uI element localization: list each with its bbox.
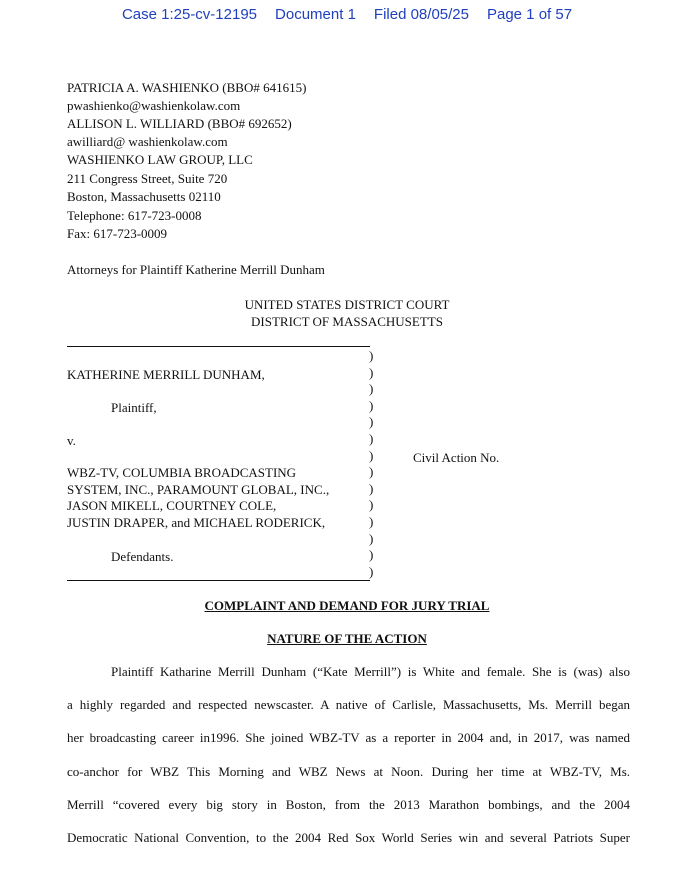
- caption-paren: ): [369, 563, 374, 579]
- body-line: Democratic National Convention, to the 2004 Red Sox World Series win and several Patriots Super: [67, 830, 630, 845]
- counsel-line: Telephone: 617-723-0008: [67, 208, 202, 223]
- section-heading: NATURE OF THE ACTION: [267, 631, 427, 646]
- caption-paren: ): [369, 431, 374, 446]
- caption-paren: ): [369, 447, 374, 463]
- attorneys-for: Attorneys for Plaintiff Katherine Merrill Dunham: [67, 262, 325, 277]
- counsel-line: Fax: 617-723-0009: [67, 226, 168, 241]
- caption-paren: ): [369, 530, 374, 546]
- counsel-line: PATRICIA A. WASHIENKO (BBO# 641615): [67, 80, 307, 95]
- counsel-line: Boston, Massachusetts 02110: [67, 189, 221, 204]
- plaintiff-role: Plaintiff,: [111, 400, 157, 415]
- counsel-line: ALLISON L. WILLIARD (BBO# 692652): [67, 116, 292, 131]
- caption-paren: ): [369, 348, 374, 363]
- caption-paren: ): [369, 514, 374, 529]
- document-title: COMPLAINT AND DEMAND FOR JURY TRIAL: [204, 598, 490, 613]
- caption-paren: ): [369, 397, 374, 413]
- court-district: DISTRICT OF MASSACHUSETTS: [251, 314, 443, 329]
- counsel-line: awilliard@ washienkolaw.com: [67, 134, 228, 149]
- defendant-line: JASON MIKELL, COURTNEY COLE,: [67, 498, 277, 513]
- caption-paren: ): [369, 497, 374, 513]
- caption-paren: ): [369, 547, 374, 563]
- defendant-line: SYSTEM, INC., PARAMOUNT GLOBAL, INC.,: [67, 482, 330, 497]
- filed-date: Filed 08/05/25: [373, 6, 469, 23]
- body-line: a highly regarded and respected newscaster. A native of Carlisle, Massachusetts, Ms. Merrill began: [67, 697, 630, 712]
- counsel-line: WASHIENKO LAW GROUP, LLC: [67, 152, 253, 167]
- court-name: UNITED STATES DISTRICT COURT: [244, 297, 450, 312]
- case-number: Case 1:25-cv-12195: [121, 6, 258, 23]
- caption-top-rule: [67, 346, 370, 347]
- defendants-role: Defendants.: [111, 549, 174, 564]
- caption-paren: ): [369, 364, 374, 380]
- civil-action-no: Civil Action No.: [413, 450, 500, 465]
- body-line: Plaintiff Katharine Merrill Dunham (“Kate Merrill”) is White and female. She is (was) also: [111, 664, 630, 679]
- caption-paren: ): [369, 414, 374, 430]
- body-line: her broadcasting career in1996. She joined WBZ-TV as a reporter in 2004 and, in 2017, was named: [67, 730, 630, 745]
- caption-paren: ): [369, 464, 374, 480]
- caption-paren: ): [369, 480, 374, 496]
- counsel-line: 211 Congress Street, Suite 720: [67, 171, 228, 186]
- body-line: co-anchor for WBZ This Morning and WBZ News at Noon. During her time at WBZ-TV, Ms.: [67, 764, 630, 779]
- body-line: Merrill “covered every big story in Boston, from the 2013 Marathon bombings, and the 2004: [67, 797, 630, 812]
- defendant-line: WBZ-TV, COLUMBIA BROADCASTING: [67, 465, 297, 480]
- document-number: Document 1: [275, 6, 356, 23]
- page-indicator: Page 1 of 57: [486, 6, 573, 23]
- caption-bottom-rule: [67, 580, 370, 581]
- plaintiff-name: KATHERINE MERRILL DUNHAM,: [67, 367, 265, 382]
- defendant-line: JUSTIN DRAPER, and MICHAEL RODERICK,: [67, 515, 326, 530]
- filing-header: [0, 6, 694, 23]
- versus: v.: [67, 433, 76, 448]
- caption-paren: ): [369, 381, 374, 397]
- counsel-line: pwashienko@washienkolaw.com: [67, 98, 241, 113]
